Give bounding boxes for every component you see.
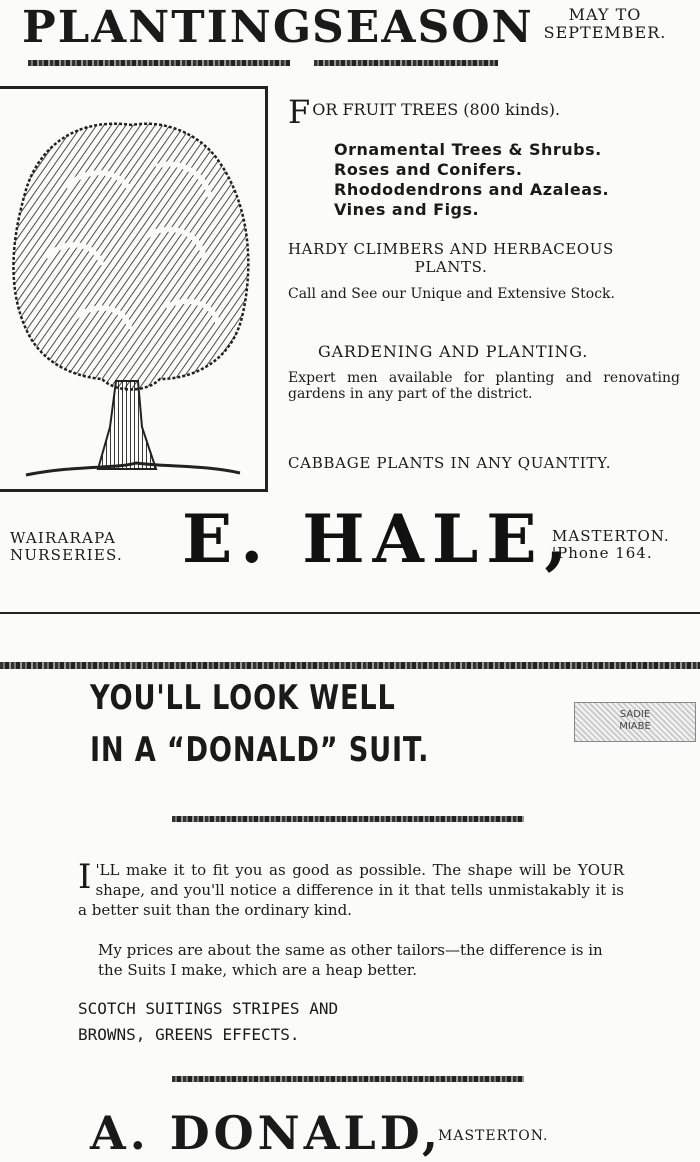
hardy-climbers-line2: PLANTS. xyxy=(414,258,488,276)
tree-illustration-frame xyxy=(0,86,268,492)
nursery-name-line2: NURSERIES. xyxy=(10,546,123,564)
para2-text: My prices are about the same as other tailors—the difference is in the Suits I make, which are a heap better. xyxy=(98,941,603,979)
hale-location xyxy=(552,528,670,562)
hardy-climbers xyxy=(288,240,684,276)
stamp-line1: SADIE xyxy=(619,709,651,720)
proprietor-hale: E. HALE, xyxy=(182,500,576,578)
expert-men-text: Expert men available for planting and renovating gardens in any part of the district. xyxy=(288,370,680,402)
season-dates xyxy=(520,6,690,42)
donald-headline-line1: YOU'LL LOOK WELL xyxy=(90,678,396,718)
fruit-trees-text: OR FRUIT TREES (800 kinds). xyxy=(312,100,561,119)
tailor-paragraph-1 xyxy=(78,857,624,920)
title-underline-left xyxy=(28,60,290,66)
para1-text: 'LL make it to fit you as good as possible. The shape will be YOUR shape, and you'll notice a difference in it that tells unmistakably it is a better suit than the ordinary kind. xyxy=(78,861,624,919)
suitings-list xyxy=(78,996,338,1048)
ad-title-season: SEASON xyxy=(312,2,534,53)
hale-phone: 'Phone 164. xyxy=(552,544,653,562)
call-and-see: Call and See our Unique and Extensive Stock. xyxy=(288,286,615,302)
faded-stamp xyxy=(574,702,696,742)
ad-title-planting: PLANTING xyxy=(22,2,314,53)
fruit-trees-line xyxy=(288,93,561,131)
plant-list-item: Roses and Conifers. xyxy=(334,160,523,179)
ad-divider-thin xyxy=(0,612,700,614)
nursery-name-line1: WAIRARAPA xyxy=(10,529,117,547)
para1-dropcap: I xyxy=(78,857,92,897)
plant-list-item: Rhododendrons and Azaleas. xyxy=(334,180,610,199)
nursery-name xyxy=(10,530,123,564)
plant-list-item: Ornamental Trees & Shrubs. xyxy=(334,140,602,159)
season-dates-line2: SEPTEMBER. xyxy=(543,23,667,42)
donald-location: MASTERTON. xyxy=(438,1128,549,1144)
tailor-paragraph-2 xyxy=(78,940,624,980)
signature-rule xyxy=(172,1076,524,1082)
suitings-line1: SCOTCH SUITINGS STRIPES AND xyxy=(78,999,339,1018)
ad-divider-rough xyxy=(0,662,700,669)
cabbage-plants: CABBAGE PLANTS IN ANY QUANTITY. xyxy=(288,454,612,472)
gardening-heading: GARDENING AND PLANTING. xyxy=(318,342,589,361)
hale-location-town: MASTERTON. xyxy=(552,527,670,545)
fruit-dropcap: F xyxy=(288,93,311,131)
tree-illustration xyxy=(6,97,258,485)
suitings-line2: BROWNS, GREENS EFFECTS. xyxy=(78,1025,300,1044)
stamp-line2: MIABE xyxy=(619,721,651,732)
headline-underline xyxy=(172,816,524,822)
donald-headline-line2: IN A “DONALD” SUIT. xyxy=(90,730,430,770)
hardy-climbers-line1: HARDY CLIMBERS AND HERBACEOUS xyxy=(288,240,614,258)
title-underline-right xyxy=(314,60,498,66)
donald-headline xyxy=(90,672,429,776)
season-dates-line1: MAY TO xyxy=(568,5,642,24)
plant-list-item: Vines and Figs. xyxy=(334,200,480,219)
plant-list xyxy=(334,140,609,220)
proprietor-donald: A. DONALD, xyxy=(90,1106,443,1160)
